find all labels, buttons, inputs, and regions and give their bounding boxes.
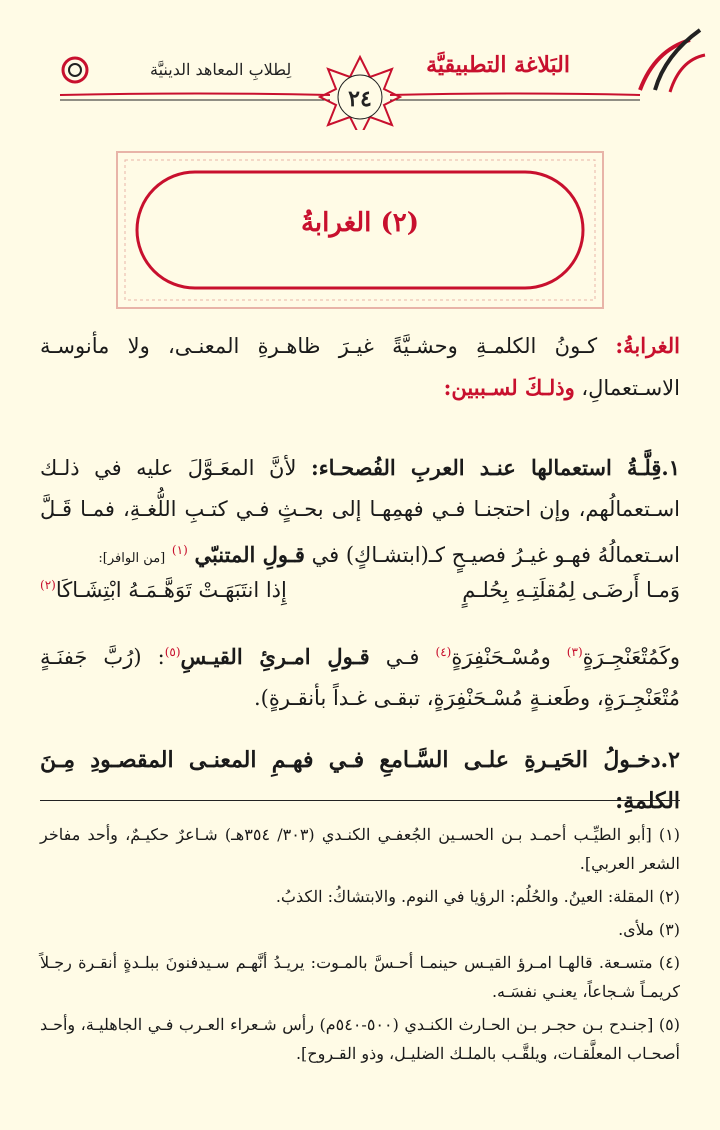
footnote-5: (٥) [جنـدح بـن حجـر بـن الحـارث الكنـدي (٥٠٠-٥٤٠م) رأس شـعراء العـرب فـي الجاهليـة، وأحـد أصحـاب المعلَّقـات، ويلقَّـب بالملـك الضليـل، وذو القـروح]. xyxy=(40,1015,680,1063)
book-subtitle: لِطلابِ المعاهد الدينيَّة xyxy=(150,60,292,79)
footnote-mark-5: (٥) xyxy=(164,645,181,659)
examples-paragraph xyxy=(40,632,680,719)
point-one-poet: قـولِ المتنبّي xyxy=(194,542,305,567)
footnote-3: (٣) ملأى. xyxy=(618,920,680,939)
left-swirl-icon xyxy=(63,58,87,82)
page-header xyxy=(0,0,720,130)
example-connector: فـي xyxy=(369,645,436,669)
definition-text: كـونُ الكلمـةِ وحشـيَّةً غيـرَ ظاهـرةِ المعنـى، ولا مأنوسـة الاسـتعمالِ، xyxy=(40,334,680,400)
footnote-4: (٤) متسـعة. قالهـا امـرؤ القيـس حينمـا أحـسَّ بالمـوت: يريـدُ أنَّهـم سـيدفنونَ ببلـدةٍ أنقـرة رجـلاً كريمـاً شـجاعاً، يعنـي نفسَـه. xyxy=(40,953,680,1001)
section-title: (٢) الغرابةُ xyxy=(300,208,420,238)
poem-hemistich-1: وَمـا أَرضَـى لِمُقلَتِـهِ بِحُلـمٍ xyxy=(462,578,680,602)
example-quote: : (رُبَّ جَفنَـةٍ مُتْعَنْجِـرَةٍ، وطَعنـةٍ مُسْـحَنْفِرَةٍ، تبقـى غـداً بأنقـرةٍ). xyxy=(40,645,680,710)
footnote-mark-2: (٢) xyxy=(40,578,56,592)
page-number: ٢٤ xyxy=(348,86,372,112)
example-poet: قـولِ امـرئِ القيـسِ xyxy=(180,644,370,669)
point-one-heading: قِلَّـةُ استعمالها عنـد العربِ الفُصحـاء: xyxy=(310,455,662,480)
poem-verse xyxy=(40,578,680,623)
footnote-mark-4: (٤) xyxy=(435,645,452,659)
footnote-2: (٢) المقلة: العينُ. والحُلُم: الرؤيا في النوم. والابتشاكُ: الكذبُ. xyxy=(275,887,680,906)
point-one-number: ١. xyxy=(661,455,680,480)
footnote-divider xyxy=(40,800,680,801)
point-one-paragraph xyxy=(40,447,680,579)
example-word-a: وكَمُتْعَنْجِـرَةٍ xyxy=(582,645,681,669)
definition-reason: وذلـكَ لسـببين: xyxy=(443,375,575,400)
example-word-b: ومُسْـحَنْفِرَةٍ xyxy=(451,645,567,669)
poem-meter: [من الوافر]: xyxy=(98,551,166,566)
definition-term: الغرابةُ: xyxy=(615,333,681,358)
book-title: البَلاغة التطبيقيَّة xyxy=(426,52,570,78)
definition-paragraph xyxy=(40,325,680,409)
footnote-mark-3: (٣) xyxy=(566,645,583,659)
point-two-heading: ٢.دخـولُ الحَيـرةِ علـى السَّـامعِ فـي فهـمِ المعنـى المقصـودِ مِـنَ الكلمةِ: xyxy=(40,747,680,814)
footnote-1: (١) [أبو الطيِّـب أحمـد بـن الحسـين الجُعفـي الكنـدي (٣٠٣/ ٣٥٤هـ) شـاعرٌ حكيـمٌ، وأحد مفاخر الشعر العربي]. xyxy=(40,825,681,873)
poem-hemistich-2 xyxy=(40,578,287,602)
footnotes xyxy=(40,820,680,1072)
footnote-mark-1: (١) xyxy=(171,543,188,557)
point-one-text: لأنَّ المعَـوَّلَ عليه في ذلـك اسـتعمالُهم، وإن احتجنـا فـي فهمِهـا إلى بحـثٍ فـي كتـبِ اللُّغـةِ، فمـا قَـلَّ اسـتعمالُهُ فهـو غيـرُ فصيـحٍ كـ(ابتشـاكٍ) في xyxy=(40,456,680,567)
poem-hemistich-2-text: إِذا انتَبَهَـتْ تَوَهَّـمَـهُ ابْتِشَـاكَا xyxy=(55,578,287,602)
